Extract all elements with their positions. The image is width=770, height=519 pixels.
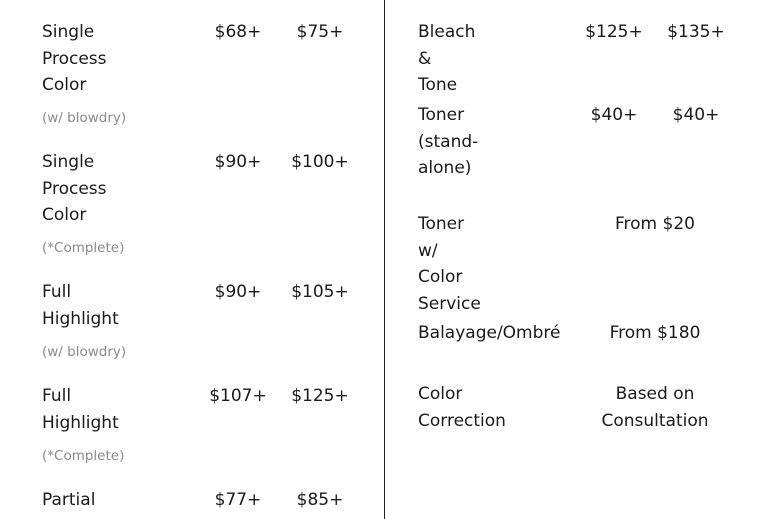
service-name: Toner (stand- alone) <box>418 105 479 178</box>
price-a: $40+ <box>590 105 638 125</box>
price-b: $100+ <box>291 152 349 172</box>
service-note: (w/ blowdry) <box>42 110 127 126</box>
service-name: Partial <box>42 490 96 510</box>
price-a: $125+ <box>585 22 643 42</box>
price-b: $105+ <box>291 282 349 302</box>
service-name: Full Highlight <box>42 386 119 433</box>
service-name: Single Process Color <box>42 152 107 225</box>
price-b: $85+ <box>296 490 344 510</box>
service-note: (*Complete) <box>42 240 125 256</box>
service-name: Toner w/ Color Service <box>418 214 481 314</box>
price-b: $40+ <box>672 105 720 125</box>
price-a: $107+ <box>209 386 267 406</box>
service-note: (w/ blowdry) <box>42 344 127 360</box>
price-b: $125+ <box>291 386 349 406</box>
service-name: Single Process Color <box>42 22 107 95</box>
price-span: Based on Consultation <box>601 384 709 431</box>
price-b: $135+ <box>667 22 725 42</box>
service-name: Color Correction <box>418 384 506 431</box>
price-a: $77+ <box>214 490 262 510</box>
column-divider <box>384 0 385 519</box>
price-b: $75+ <box>296 22 344 42</box>
price-a: $90+ <box>214 282 262 302</box>
service-name: Bleach & Tone <box>418 22 476 95</box>
price-span: From $180 <box>609 323 701 343</box>
price-a: $68+ <box>214 22 262 42</box>
price-a: $90+ <box>214 152 262 172</box>
service-name: Balayage/Ombré <box>418 323 561 343</box>
service-name: Full Highlight <box>42 282 119 329</box>
price-span: From $20 <box>615 214 695 234</box>
service-note: (*Complete) <box>42 448 125 464</box>
